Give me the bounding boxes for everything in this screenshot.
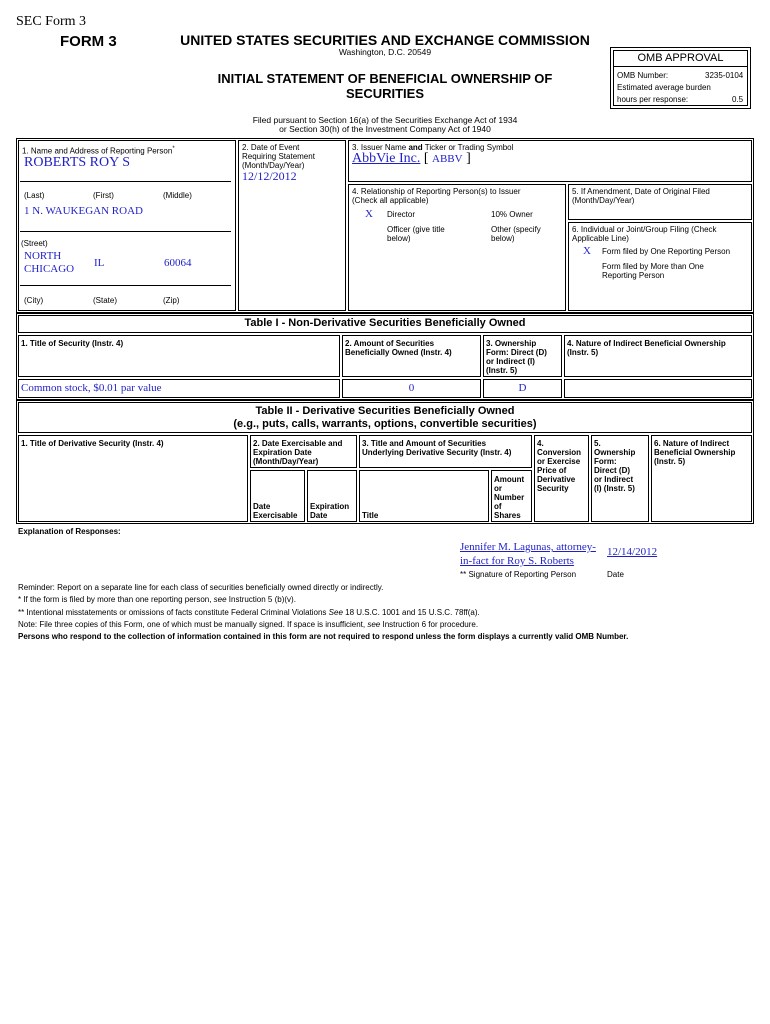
omb-number-label: OMB Number: (617, 71, 669, 80)
signature-label: ** Signature of Reporting Person (460, 570, 577, 579)
director-label: Director (387, 210, 416, 219)
t2-h1-cell (18, 435, 248, 522)
box6-label: 6. Individual or Joint/Group Filing (Check Applicable Line) (572, 225, 717, 243)
note-3: Note: File three copies of this Form, one of which must be manually signed. If space is insufficient, see Instruction 6 for procedure. (18, 619, 479, 629)
omb-number-value: 3235-0104 (705, 71, 744, 80)
t1-row-title: Common stock, $0.01 par value (21, 382, 162, 394)
t1-h1: 1. Title of Security (Instr. 4) (21, 339, 124, 348)
notes (18, 582, 758, 643)
box1-label: 1. Name and Address of Reporting Person* (22, 146, 175, 156)
t2-h6: 6. Nature of Indirect Beneficial Ownership (Instr. 5) (654, 439, 736, 466)
agency-location: Washington, D.C. 20549 (338, 47, 432, 57)
ten-pct-owner-label: 10% Owner (491, 210, 533, 219)
t1-h2: 2. Amount of Securities Beneficially Owned (Instr. 4) (345, 339, 452, 357)
doc-label: SEC Form 3 (16, 14, 87, 29)
omb-burden-label: Estimated average burden (617, 83, 711, 92)
last-label: (Last) (24, 191, 45, 200)
omb-hours-value: 0.5 (732, 95, 744, 104)
ticker: ABBV (432, 153, 463, 165)
agency-title: UNITED STATES SECURITIES AND EXCHANGE COMMISSION (180, 32, 590, 48)
t1-h3: 3. Ownership Form: Direct (D) or Indirect (I) (Instr. 5) (486, 339, 547, 375)
filed-pursuant: Filed pursuant to Section 16(a) of the Securities Exchange Act of 1934 or Section 30(h) of the Investment Company Act of 1940 (252, 115, 518, 134)
t1-row-form: D (518, 382, 527, 394)
t2-h4: 4. Conversion or Exercise Price of Derivative Security (537, 439, 582, 493)
one-person-label: Form filed by One Reporting Person (602, 247, 731, 256)
box4-label: 4. Relationship of Reporting Person(s) to Issuer (Check all applicable) (352, 187, 521, 205)
note-2: ** Intentional misstatements or omissions of facts constitute Federal Criminal Violations See 18 U.S.C. 1001 and 15 U.S.C. 78ff(a). (18, 607, 480, 617)
signature-date: 12/14/2012 (607, 546, 658, 558)
city-label: (City) (24, 296, 44, 305)
t1-row-amount: 0 (408, 382, 415, 394)
omb-title: OMB APPROVAL (637, 52, 724, 64)
t2-h5: 5. Ownership Form: Direct (D) or Indirect (I) (Instr. 5) (594, 439, 636, 493)
more-persons-label: Form filed by More than One Reporting Person (602, 262, 704, 280)
date-label: Date (607, 570, 624, 579)
zip-value: 60064 (164, 257, 192, 269)
note-1: * If the form is filed by more than one reporting person, see Instruction 5 (b)(v). (18, 595, 296, 605)
table1-title: Table I - Non-Derivative Securities Beneficially Owned (244, 317, 526, 329)
middle-label: (Middle) (163, 191, 192, 200)
event-date: 12/12/2012 (242, 169, 297, 183)
omb-hours-label: hours per response: (617, 95, 689, 104)
one-person-check: X (583, 245, 591, 257)
box3-label: 3. Issuer Name and Ticker or Trading Symbol (352, 143, 514, 152)
director-check: X (365, 208, 373, 220)
t2-sub-amount: Amount or Number of Shares (494, 475, 525, 520)
zip-label: (Zip) (163, 296, 180, 305)
signature-line2: in-fact for Roy S. Roberts (460, 555, 574, 567)
form-label: FORM 3 (60, 33, 117, 50)
reporting-person-name: ROBERTS ROY S (24, 155, 130, 170)
street-value: 1 N. WAUKEGAN ROAD (24, 205, 143, 217)
t2-h3: 3. Title and Amount of Securities Underlying Derivative Security (Instr. 4) (362, 439, 512, 457)
note-4: Persons who respond to the collection of information contained in this form are not required to respond unless the form displays a currently valid OMB Number. (18, 632, 629, 642)
t2-sub-title: Title (362, 511, 379, 520)
state-value: IL (94, 257, 105, 269)
t2-sub-title-cell (359, 470, 489, 522)
t1-row-nature-cell (564, 379, 752, 398)
table2-title: Table II - Derivative Securities Beneficially Owned (e.g., puts, calls, warrants, options, convertible securities) (233, 405, 537, 430)
issuer-line: AbbVie Inc. [ ABBV ] (352, 151, 471, 166)
city-value: NORTH CHICAGO (24, 250, 75, 275)
issuer-link[interactable]: AbbVie Inc. (352, 151, 421, 166)
explanation-heading: Explanation of Responses: (18, 527, 121, 536)
t2-h1: 1. Title of Derivative Security (Instr. 4) (21, 439, 164, 448)
t2-sub-date-exercisable: Date Exercisable (253, 502, 298, 520)
first-label: (First) (93, 191, 114, 200)
t2-sub-expiration: Expiration Date (310, 502, 350, 520)
state-label: (State) (93, 296, 118, 305)
other-label: Other (specify below) (491, 225, 541, 243)
street-label: (Street) (21, 239, 48, 248)
form-title: INITIAL STATEMENT OF BENEFICIAL OWNERSHIP OF SECURITIES (217, 71, 553, 101)
t1-h4: 4. Nature of Indirect Beneficial Ownership (Instr. 5) (567, 339, 726, 357)
signature (460, 540, 596, 568)
signature-line1: Jennifer M. Lagunas, attorney- (460, 541, 596, 553)
box2-label: 2. Date of Event Requiring Statement (Month/Day/Year) (242, 143, 315, 170)
reminder-note: Reminder: Report on a separate line for each class of securities beneficially owned directly or indirectly. (18, 583, 384, 592)
officer-label: Officer (give title below) (387, 225, 445, 243)
box5-label: 5. If Amendment, Date of Original Filed (Month/Day/Year) (572, 187, 710, 205)
t2-h2: 2. Date Exercisable and Expiration Date (Month/Day/Year) (253, 439, 343, 466)
